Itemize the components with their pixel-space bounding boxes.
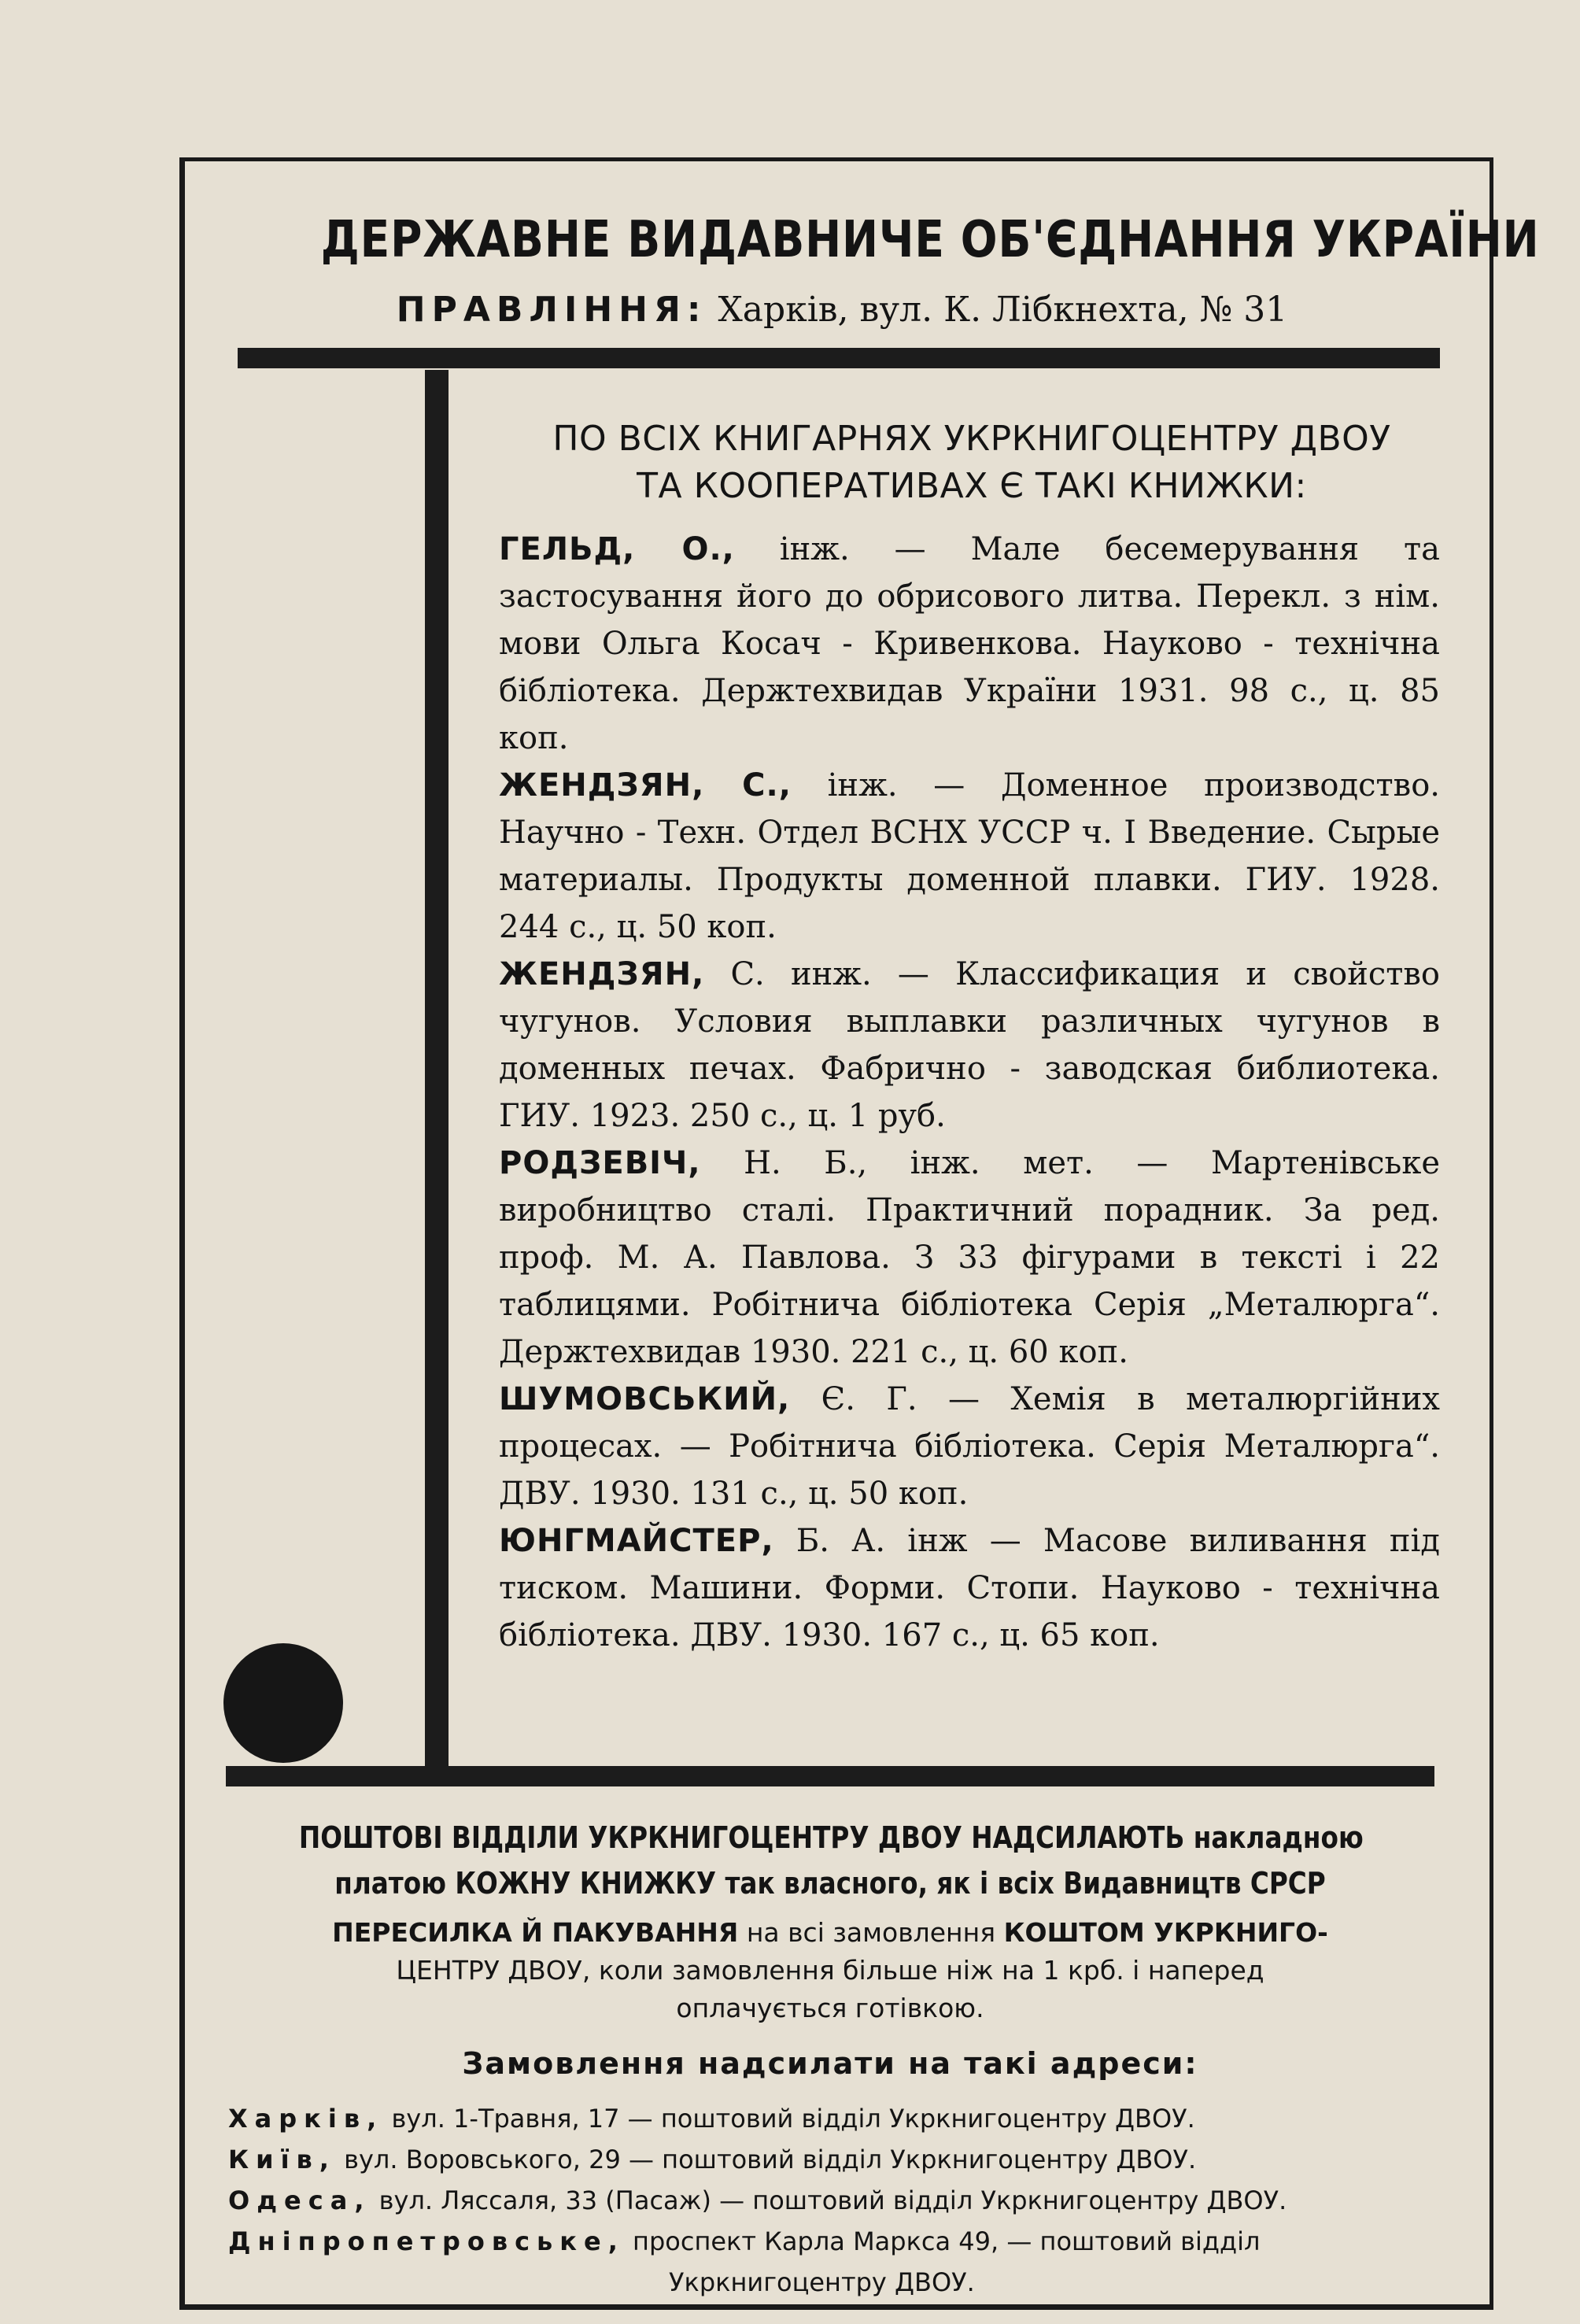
book-description: Б. А. інж — Масове виливання під тиском. Машини. Форми. Стопи. Науково - технічна бібліотека. ДВУ. 1930. 167 с., ц. 65 коп.	[499, 1523, 1441, 1653]
shipping-bold-2: КОШТОМ УКРКНИГО-	[1003, 1917, 1328, 1948]
shipping-line-2: ЦЕНТРУ ДВОУ, коли замовлення більше ніж на 1 крб. і наперед	[396, 1955, 1264, 1986]
book-description: С. инж. — Классификация и свойство чугунов. Условия выплавки различных чугунов в доменных печах. Фабрично - заводская библиотека. ГИУ. 1923. 250 с., ц. 1 руб.	[499, 956, 1441, 1134]
publisher-title: ДЕРЖАВНЕ ВИДАВНИЧЕ ОБ'ЄДНАННЯ УКРАЇНИ	[320, 211, 1540, 269]
address-line	[228, 2221, 1464, 2262]
intro-line-1: ПО ВСІХ КНИГАРНЯХ УКРКНИГОЦЕНТРУ ДВОУ	[552, 419, 1391, 459]
address-line	[228, 2139, 1464, 2180]
postal-line-1: ПОШТОВІ ВІДДІЛИ УКРКНИГОЦЕНТРУ ДВОУ НАДСИЛАЮТЬ накладною	[298, 1820, 1364, 1855]
book-author: ГЕЛЬД, О.,	[499, 531, 735, 567]
vertical-rule	[425, 370, 449, 1772]
address-text: вул. Воровського, 29 — поштовий відділ Укркнигоцентру ДВОУ.	[344, 2145, 1197, 2174]
address-line-last: Укркнигоцентру ДВОУ.	[669, 2267, 975, 2297]
book-entry	[499, 1517, 1440, 1659]
address-text: вул. Ляссаля, 33 (Пасаж) — поштовий відділ Укркнигоцентру ДВОУ.	[378, 2185, 1287, 2215]
book-description: Є. Г. — Хемія в металюргійних процесах. — Робітнича бібліотека. Серія Металюрга“. ДВУ. 1930. 131 с., ц. 50 коп.	[499, 1381, 1440, 1512]
board-address	[236, 290, 1448, 330]
address-line	[228, 2180, 1464, 2221]
book-author: ЮНГМАЙСТЕР,	[499, 1523, 774, 1559]
shipping-mid-1: на всі замовлення	[746, 1917, 996, 1948]
book-description: Н. Б., інж. мет. — Мартенівське виробництво сталі. Практичний порадник. За ред. проф. М. А. Павлова. З 33 фігурами в тексті і 22 таблицями. Робітнича бібліотека Серія „Металюрга“. Держтехвидав 1930. 221 с., ц. 60 коп.	[499, 1145, 1440, 1370]
book-list	[499, 526, 1440, 1659]
book-author: ЖЕНДЗЯН, С.,	[499, 767, 792, 804]
postal-line-2: платою КОЖНУ КНИЖКУ так власного, як і всіх Видавництв СРСР	[334, 1866, 1326, 1901]
address-city: Одеса,	[228, 2185, 371, 2215]
shipping-line-1	[212, 1914, 1448, 1952]
book-entry	[499, 951, 1440, 1140]
shipping-notice	[212, 1914, 1448, 2027]
address-text: проспект Карла Маркса 49, — поштовий відділ	[633, 2226, 1261, 2256]
book-author: РОДЗЕВІЧ,	[499, 1145, 701, 1181]
address-list	[228, 2098, 1464, 2303]
address-city: Київ,	[228, 2145, 336, 2174]
board-address-text: Харків, вул. К. Лібкнехта, № 31	[718, 290, 1288, 330]
address-city: Дніпропетровське,	[228, 2226, 625, 2256]
shipping-line-3: оплачується готівкою.	[676, 1993, 984, 2023]
book-author: ШУМОВСЬКИЙ,	[499, 1381, 791, 1417]
bottom-rule	[226, 1766, 1434, 1786]
book-description: інж. — Доменное производство. Научно - Техн. Отдел ВСНХ УССР ч. І Введение. Сырые материалы. Продукты доменной плавки. ГИУ. 1928. 244 с., ц. 50 коп.	[499, 767, 1440, 945]
address-city: Харків,	[228, 2104, 384, 2134]
address-text: вул. 1-Травня, 17 — поштовий відділ Укркнигоцентру ДВОУ.	[391, 2104, 1195, 2134]
top-rule	[238, 348, 1440, 368]
book-author: ЖЕНДЗЯН,	[499, 956, 705, 992]
board-label: ПРАВЛІННЯ:	[396, 290, 707, 330]
book-entry	[499, 1376, 1440, 1517]
book-entry	[499, 526, 1440, 762]
intro-heading	[488, 416, 1456, 510]
book-entry	[499, 1140, 1440, 1376]
book-entry	[499, 762, 1440, 951]
address-line	[228, 2098, 1464, 2139]
orders-heading: Замовлення надсилати на такі адреси:	[462, 2046, 1198, 2081]
postal-notice	[298, 1815, 1364, 1906]
decorative-disc	[223, 1643, 343, 1763]
intro-line-2: ТА КООПЕРАТИВАХ Є ТАКІ КНИЖКИ:	[637, 466, 1307, 506]
book-description: інж. — Мале бесемерування та застосування його до обрисового литва. Перекл. з нім. мови Ольга Косач - Кривенкова. Науково - технічна бібліотека. Держтехвидав України 1931. 98 с., ц. 85 коп.	[499, 531, 1440, 756]
shipping-bold-1: ПЕРЕСИЛКА Й ПАКУВАННЯ	[332, 1917, 739, 1948]
